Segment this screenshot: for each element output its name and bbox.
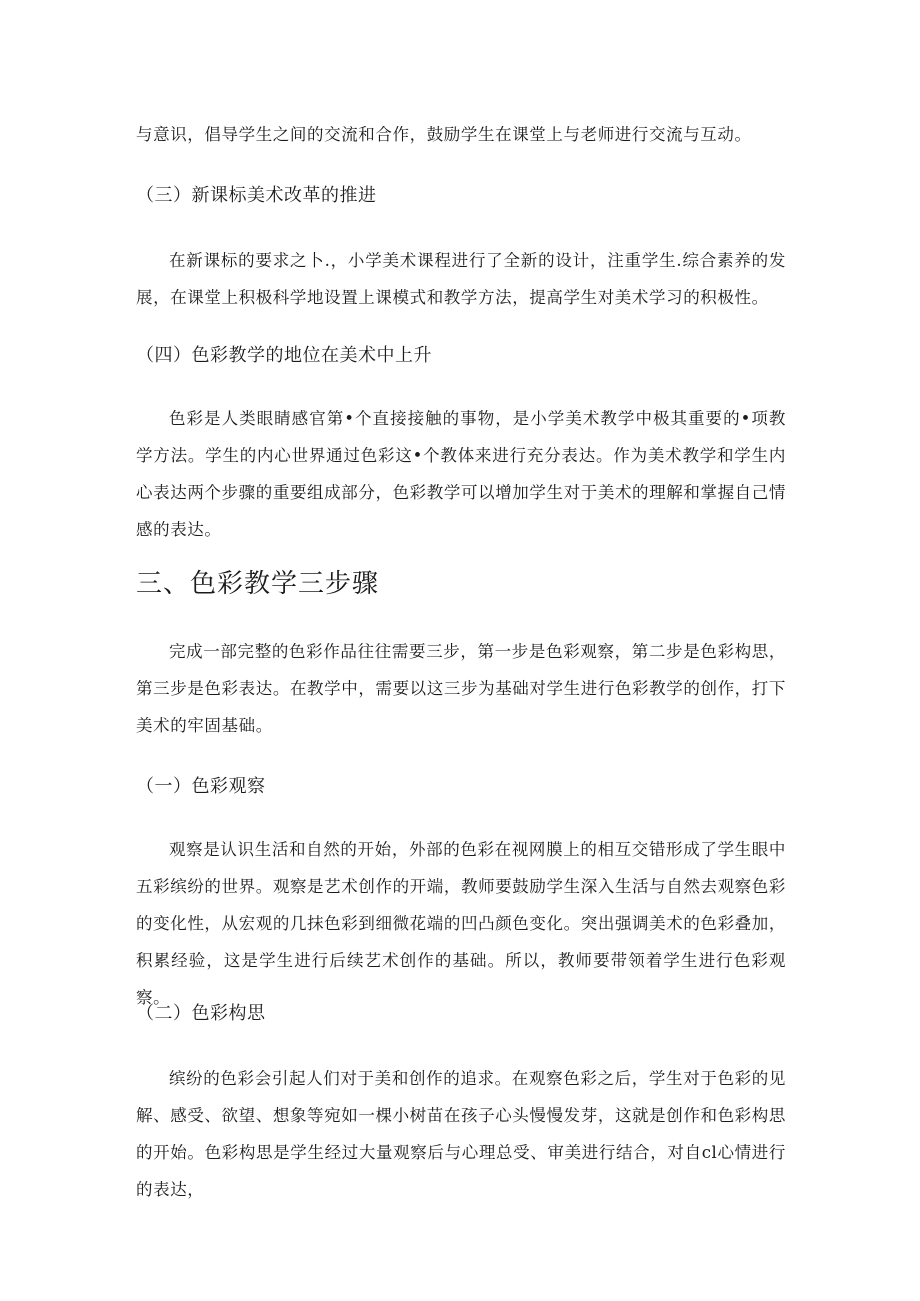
section-heading-three-steps: 三、色彩教学三步骤 [136,569,380,599]
paragraph-color-conception: 缤纷的色彩会引起人们对于美和创作的追求。在观察色彩之后，学生对于色彩的见解、感受、欲望、想象等宛如一棵小树苗在孩子心头慢慢发芽，这就是创作和色彩构思的开始。色彩构思是学生经过大量观察后与心理总受、审美进行结合，对自cl心情进行的表达， [136,1069,786,1199]
subheading-color-observation: （一）色彩观察 [136,776,266,797]
subheading-color-conception: （二）色彩构思 [136,1003,266,1024]
paragraph-intro-tail: 与意识，倡导学生之间的交流和合作，鼓励学生在课堂上与老师进行交流与互动。 [136,125,752,144]
paragraph-curriculum-reform: 在新课标的要求之卜.，小学美术课程进行了全新的设计，注重学生.综合素养的发展，在课堂上积极科学地设置上课模式和教学方法，提高学生对美术学习的积极性。 [136,251,786,307]
paragraph-color-status: 色彩是人类眼睛感官第•个直接接触的事物，是小学美术教学中极其重要的•项教学方法。学生的内心世界通过色彩这•个教体来进行充分表达。作为美术教学和学生内心表达两个步骤的重要组成部分，色彩教学可以增加学生对于美术的理解和掌握自己情感的表达。 [136,409,786,539]
subheading-color-status: （四）色彩教学的地位在美术中上升 [136,345,432,366]
subheading-curriculum-reform: （三）新课标美术改革的推进 [136,185,377,206]
paragraph-color-observation: 观察是认识生活和自然的开始，外部的色彩在视网膜上的相互交错形成了学生眼中五彩缤纷的世界。观察是艺术创作的开端，教师要鼓励学生深入生活与自然去观察色彩的变化性，从宏观的几抹色彩到细微花端的凹凸颜色变化。突出强调美术的色彩叠加，积累经验，这是学生进行后续艺术创作的基础。所以，教师要带领着学生进行色彩观察。 [136,840,786,1007]
paragraph-three-steps: 完成一部完整的色彩作品往往需要三步，第一步是色彩观察，第二步是色彩构思，第三步是色彩表达。在教学中，需要以这三步为基础对学生进行色彩教学的创作，打下美术的牢固基础。 [136,642,786,735]
